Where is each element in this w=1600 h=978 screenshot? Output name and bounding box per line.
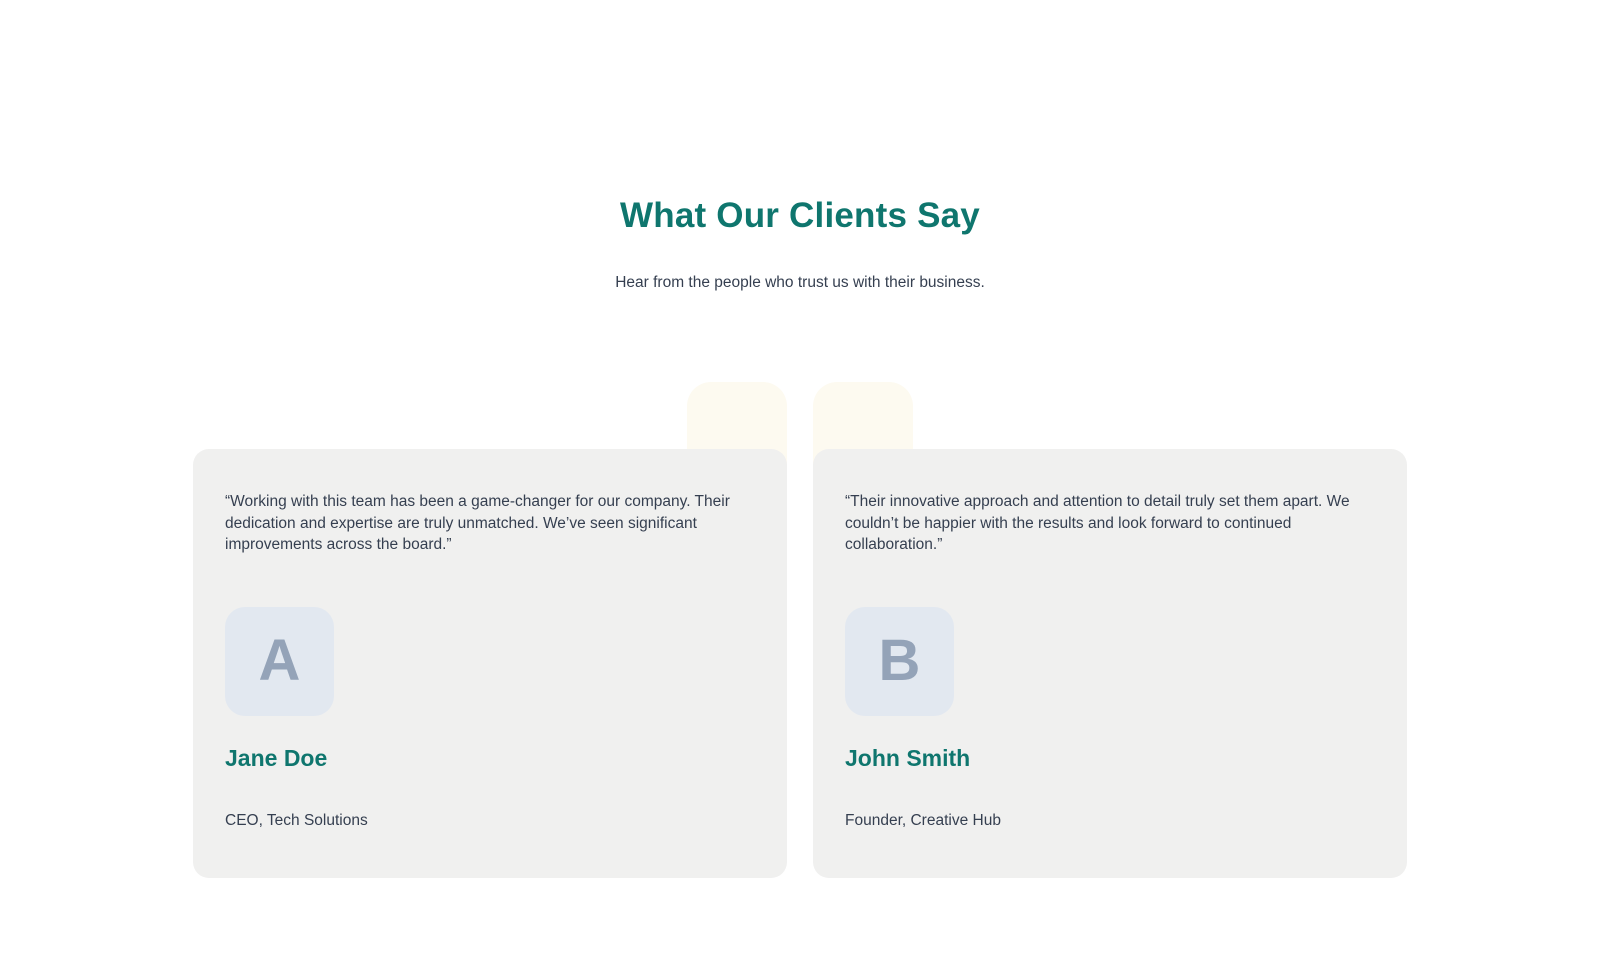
section-title: What Our Clients Say [620,196,980,235]
avatar-initial: B [878,628,921,694]
testimonial-quote: “Their innovative approach and attention to detail truly set them apart. We couldn’t be happier with the results and look forward to continued collaboration.” [845,493,1350,554]
testimonial-card [193,449,787,878]
client-name: John Smith [845,744,971,771]
client-role: CEO, Tech Solutions [225,811,368,829]
avatar-initial: A [258,628,301,694]
section-subtitle: Hear from the people who trust us with their business. [615,274,985,292]
client-name: Jane Doe [225,744,328,771]
testimonial-quote: “Working with this team has been a game-changer for our company. Their dedication and expertise are truly unmatched. We’ve seen significant improvements across the board.” [225,493,730,554]
avatar [845,607,954,716]
testimonial-cards-row [0,449,1600,878]
client-role: Founder, Creative Hub [845,811,1001,829]
avatar [225,607,334,716]
testimonial-card-wrapper [813,449,1407,878]
testimonial-card [813,449,1407,878]
testimonial-card-wrapper [193,449,787,878]
testimonials-section [0,196,1600,878]
